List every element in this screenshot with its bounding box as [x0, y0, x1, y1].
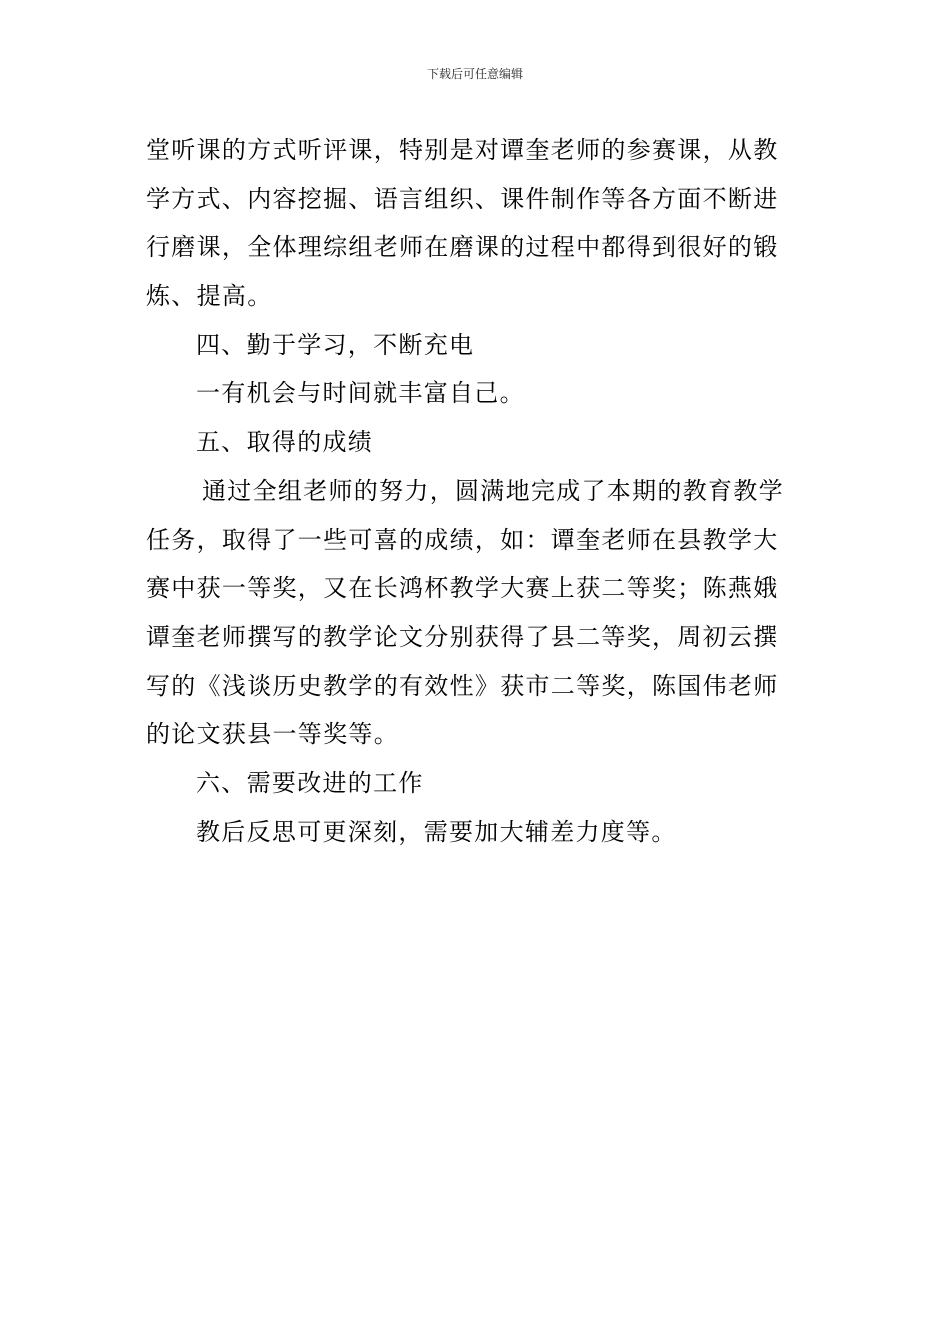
- paragraph-line: 的论文获县一等奖等。: [146, 720, 399, 749]
- paragraph-line: 炼、提高。: [146, 282, 273, 311]
- section-heading: 六、需要改进的工作: [196, 768, 424, 797]
- paragraph-line: 赛中获一等奖，又在长鸿杯教学大赛上获二等奖；陈燕娥: [146, 574, 779, 603]
- paragraph-line: 任务，取得了一些可喜的成绩，如：谭奎老师在县教学大: [146, 525, 779, 554]
- document-body: [146, 126, 806, 856]
- paragraph-line: 通过全组老师的努力，圆满地完成了本期的教育教学: [202, 476, 784, 505]
- paragraph-line: 一有机会与时间就丰富自己。: [196, 379, 525, 408]
- paragraph-line: 堂听课的方式听评课，特别是对谭奎老师的参赛课，从教: [146, 136, 779, 164]
- section-heading: 五、取得的成绩: [196, 428, 374, 457]
- paragraph-line: 谭奎老师撰写的教学论文分别获得了县二等奖，周初云撰: [146, 622, 779, 651]
- page-header: 下载后可任意编辑: [426, 67, 523, 81]
- paragraph-line: 写的《浅谈历史教学的有效性》获市二等奖，陈国伟老师: [146, 671, 779, 700]
- paragraph-line: 行磨课，全体理综组老师在磨课的过程中都得到很好的锻: [146, 233, 779, 262]
- paragraph-line: 学方式、内容挖掘、语言组织、课件制作等各方面不断进: [146, 184, 779, 213]
- section-heading: 四、勤于学习，不断充电: [196, 330, 475, 359]
- paragraph-line: 教后反思可更深刻，需要加大辅差力度等。: [196, 817, 677, 846]
